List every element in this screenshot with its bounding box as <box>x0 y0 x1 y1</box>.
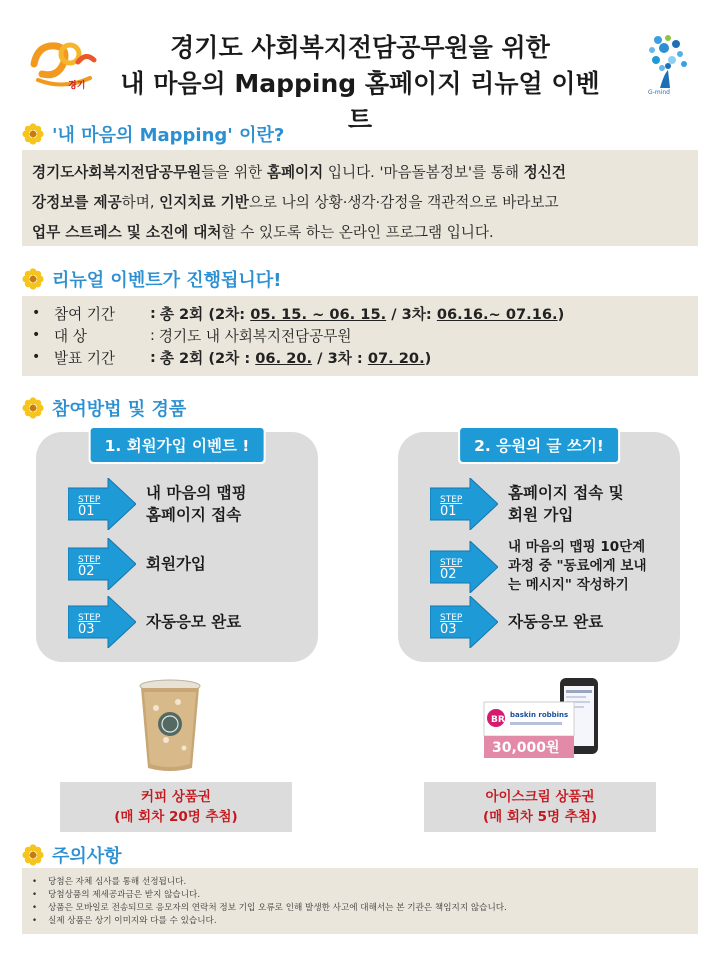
cheer-step-1-text: 홈페이지 접속 및 회원 가입 <box>508 484 624 524</box>
notes-title: 주의사항 <box>52 846 122 867</box>
coffee-prize-label <box>60 782 292 832</box>
svg-text:03: 03 <box>78 622 95 637</box>
note-item: • 상품은 모바일로 전송되므로 응모자의 연락처 정보 기입 오류로 인해 발생한 사고에 대해서는 본 기관은 책임지지 않습니다. <box>32 903 507 913</box>
svg-text:STEP: STEP <box>440 495 463 505</box>
step-arrow-icon <box>430 478 498 530</box>
svg-text:STEP: STEP <box>440 613 463 623</box>
step-arrow-icon <box>68 478 136 530</box>
svg-text:02: 02 <box>440 566 457 582</box>
svg-text:STEP: STEP <box>440 557 463 568</box>
cheer-step-1 <box>430 478 624 530</box>
signup-step-3 <box>68 596 241 648</box>
note-item: • 당첨상품의 제세공과금은 받지 않습니다. <box>32 890 201 900</box>
method-section-heading <box>22 395 186 421</box>
intro-line-2: 강정보를 제공하며, 인지치료 기반으로 나의 상황·생각·감정을 객관적으로 바라보고 <box>32 194 559 211</box>
intro-title: '내 마음의 Mapping' 이란? <box>52 125 285 146</box>
svg-text:02: 02 <box>78 564 95 579</box>
title-line-2: 내 마음의 Mapping 홈페이지 리뉴얼 이벤트 <box>120 69 600 134</box>
icecream-prize-label <box>424 782 656 832</box>
svg-text:30,000원: 30,000원 <box>492 740 560 756</box>
signup-step-1 <box>68 478 247 530</box>
period-value: 총 2회 (2차: 05. 15. ~ 06. 15. / 3차: 06.16.~ 07.16.) <box>159 305 565 323</box>
svg-text:STEP: STEP <box>78 613 101 623</box>
period-label: 참여 기간 <box>54 305 116 323</box>
event-announce-row: • 발표 기간 : 총 2회 (2차 : 06. 20. / 3차 : 07. 20.) <box>32 348 432 367</box>
cheer-step-3-text: 자동응모 완료 <box>508 613 604 631</box>
flower-icon <box>22 397 44 419</box>
announce-value: 총 2회 (2차 : 06. 20. / 3차 : 07. 20.) <box>159 349 432 367</box>
notes-section-heading <box>22 842 122 868</box>
intro-section-heading <box>22 121 284 147</box>
event-details-box <box>22 296 698 376</box>
step-arrow-icon <box>68 596 136 648</box>
g-mind-logo <box>638 30 694 96</box>
cheer-message-panel <box>398 432 680 662</box>
cheer-step-2-text: 내 마음의 맵핑 10단계 과정 중 "동료에게 보내 는 메시지" 작성하기 <box>508 539 647 593</box>
event-section-heading <box>22 266 281 292</box>
flower-icon <box>22 268 44 290</box>
cheer-step-3 <box>430 596 603 648</box>
step-arrow-icon <box>430 541 498 593</box>
event-title: 리뉴얼 이벤트가 진행됩니다! <box>52 270 282 291</box>
icecream-prize-detail: (매 회차 5명 추첨) <box>482 809 598 825</box>
signup-step-2 <box>68 538 206 590</box>
coffee-prize-name: 커피 상품권 <box>141 789 211 805</box>
icecream-prize-name: 아이스크림 상품권 <box>485 789 595 805</box>
announce-label: 발표 기간 <box>54 349 116 367</box>
event-target-row: • 대 상 : 경기도 내 사회복지전담공무원 <box>32 326 352 345</box>
note-item: • 당첨은 자체 심사를 통해 선정됩니다. <box>32 877 187 887</box>
signup-panel-title: 1. 회원가입 이벤트 ! <box>89 426 266 464</box>
svg-text:03: 03 <box>440 622 457 637</box>
flower-icon <box>22 123 44 145</box>
svg-text:경기: 경기 <box>68 81 86 90</box>
svg-text:baskin robbins: baskin robbins <box>510 711 569 719</box>
signup-step-3-text: 자동응모 완료 <box>146 613 242 631</box>
step-arrow-icon <box>68 538 136 590</box>
cheer-panel-title: 2. 응원의 글 쓰기! <box>458 426 620 464</box>
method-title: 참여방법 및 경품 <box>52 399 187 420</box>
intro-line-1: 경기도사회복지전담공무원들을 위한 홈페이지 입니다. '마음돌봄정보'를 통해 정신건 <box>32 164 566 181</box>
svg-text:STEP: STEP <box>78 555 101 565</box>
signup-step-2-text: 회원가입 <box>146 555 206 573</box>
svg-text:01: 01 <box>440 504 457 519</box>
gyeonggi-smile-logo <box>28 34 100 90</box>
svg-text:01: 01 <box>78 504 95 519</box>
flower-icon <box>22 844 44 866</box>
svg-text:G-mind: G-mind <box>648 89 670 96</box>
signup-step-1-text: 내 마음의 맵핑 홈페이지 접속 <box>146 484 247 524</box>
svg-text:STEP: STEP <box>78 495 101 505</box>
notes-box <box>22 868 698 934</box>
target-value: 경기도 내 사회복지전담공무원 <box>158 327 352 345</box>
cheer-step-2 <box>430 538 647 595</box>
coffee-cup-image <box>138 678 202 772</box>
note-item: • 실제 상품은 상기 이미지와 다를 수 있습니다. <box>32 916 217 926</box>
intro-line-3: 업무 스트레스 및 소진에 대처할 수 있도록 하는 온라인 프로그램 입니다. <box>32 224 494 241</box>
target-label: 대 상 <box>54 327 87 345</box>
intro-box <box>22 150 698 246</box>
step-arrow-icon <box>430 596 498 648</box>
svg-text:BR: BR <box>491 715 505 725</box>
title-line-1: 경기도 사회복지전담공무원을 위한 <box>170 33 550 62</box>
signup-event-panel <box>36 432 318 662</box>
event-period-row: • 참여 기간 : 총 2회 (2차: 05. 15. ~ 06. 15. / 3차: 06.16.~ 07.16.) <box>32 304 565 323</box>
icecream-giftcard-image <box>482 676 602 762</box>
coffee-prize-detail: (매 회차 20명 추첨) <box>114 809 238 825</box>
